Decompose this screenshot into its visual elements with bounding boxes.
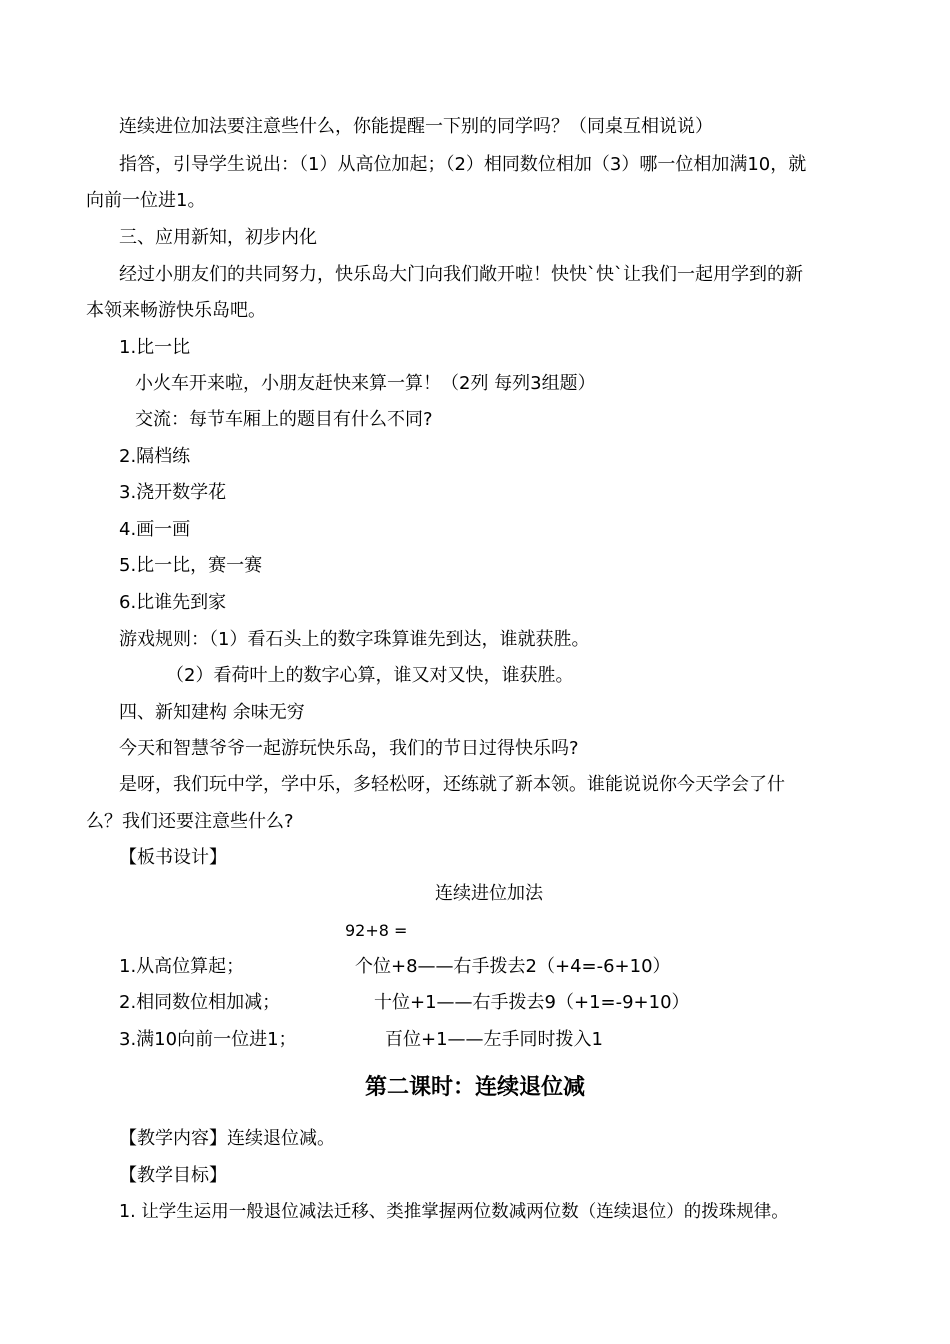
game-rule-1: 游戏规则：（1）看石头上的数字珠算谁先到达，谁就获胜。 <box>119 629 590 650</box>
paragraph-intro-line2: 本领来畅游快乐岛吧。 <box>86 300 266 321</box>
paragraph-reflection-line1: 是呀，我们玩中学，学中乐，多轻松呀，还练就了新本领。谁能说说你今天学会了什 <box>119 774 785 795</box>
teaching-goals-label: 【教学目标】 <box>119 1165 227 1186</box>
list-item-1-exchange: 交流：每节车厢上的题目有什么不同? <box>135 409 433 430</box>
board-design-label: 【板书设计】 <box>119 847 227 868</box>
paragraph-answer-line1: 指答，引导学生说出：（1）从高位加起；（2）相同数位相加（3）哪一位相加满10，就 <box>119 154 807 175</box>
paragraph-summary: 今天和智慧爷爷一起游玩快乐岛，我们的节日过得快乐吗? <box>119 738 579 759</box>
paragraph-answer-line2: 向前一位进1。 <box>86 190 206 211</box>
board-title: 连续进位加法 <box>435 883 543 904</box>
board-row-2-left: 2.相同数位相加减； <box>119 992 281 1013</box>
list-item-2: 2.隔档练 <box>119 446 191 467</box>
board-row-3-right: 百位+1——左手同时拨入1 <box>385 1029 603 1050</box>
paragraph-question: 连续进位加法要注意些什么，你能提醒一下别的同学吗？（同桌互相说说） <box>119 116 713 137</box>
teaching-goal-1: 1. 让学生运用一般退位减法迁移、类推掌握两位数减两位数（连续退位）的拨珠规律。 <box>119 1202 789 1222</box>
list-item-3: 3.浇开数学花 <box>119 482 227 503</box>
game-rule-2: （2）看荷叶上的数字心算，谁又对又快，谁获胜。 <box>166 665 574 686</box>
lesson-2-title: 第二课时：连续退位减 <box>364 1075 585 1100</box>
board-row-1-left: 1.从高位算起； <box>119 956 245 977</box>
paragraph-intro-line1: 经过小朋友们的共同努力，快乐岛大门向我们敞开啦！快快`快`让我们一起用学到的新 <box>119 264 803 285</box>
board-row-1-right: 个位+8——右手拨去2（+4=-6+10） <box>355 956 671 977</box>
list-item-5: 5.比一比，赛一赛 <box>119 555 263 576</box>
list-item-6: 6.比谁先到家 <box>119 592 227 613</box>
section-heading-4: 四、新知建构 余味无穷 <box>119 702 305 723</box>
board-equation: 92+8 = <box>345 921 408 940</box>
list-item-1: 1.比一比 <box>119 337 191 358</box>
paragraph-reflection-line2: 么？我们还要注意些什么? <box>86 811 294 832</box>
board-row-3-left: 3.满10向前一位进1； <box>119 1029 297 1050</box>
list-item-4: 4.画一画 <box>119 519 191 540</box>
list-item-1-detail: 小火车开来啦，小朋友赶快来算一算！（2列 每列3组题） <box>135 373 596 394</box>
section-heading-3: 三、应用新知，初步内化 <box>119 227 317 248</box>
teaching-content: 【教学内容】连续退位减。 <box>119 1128 335 1149</box>
board-row-2-right: 十位+1——右手拨去9（+1=-9+10） <box>374 992 690 1013</box>
